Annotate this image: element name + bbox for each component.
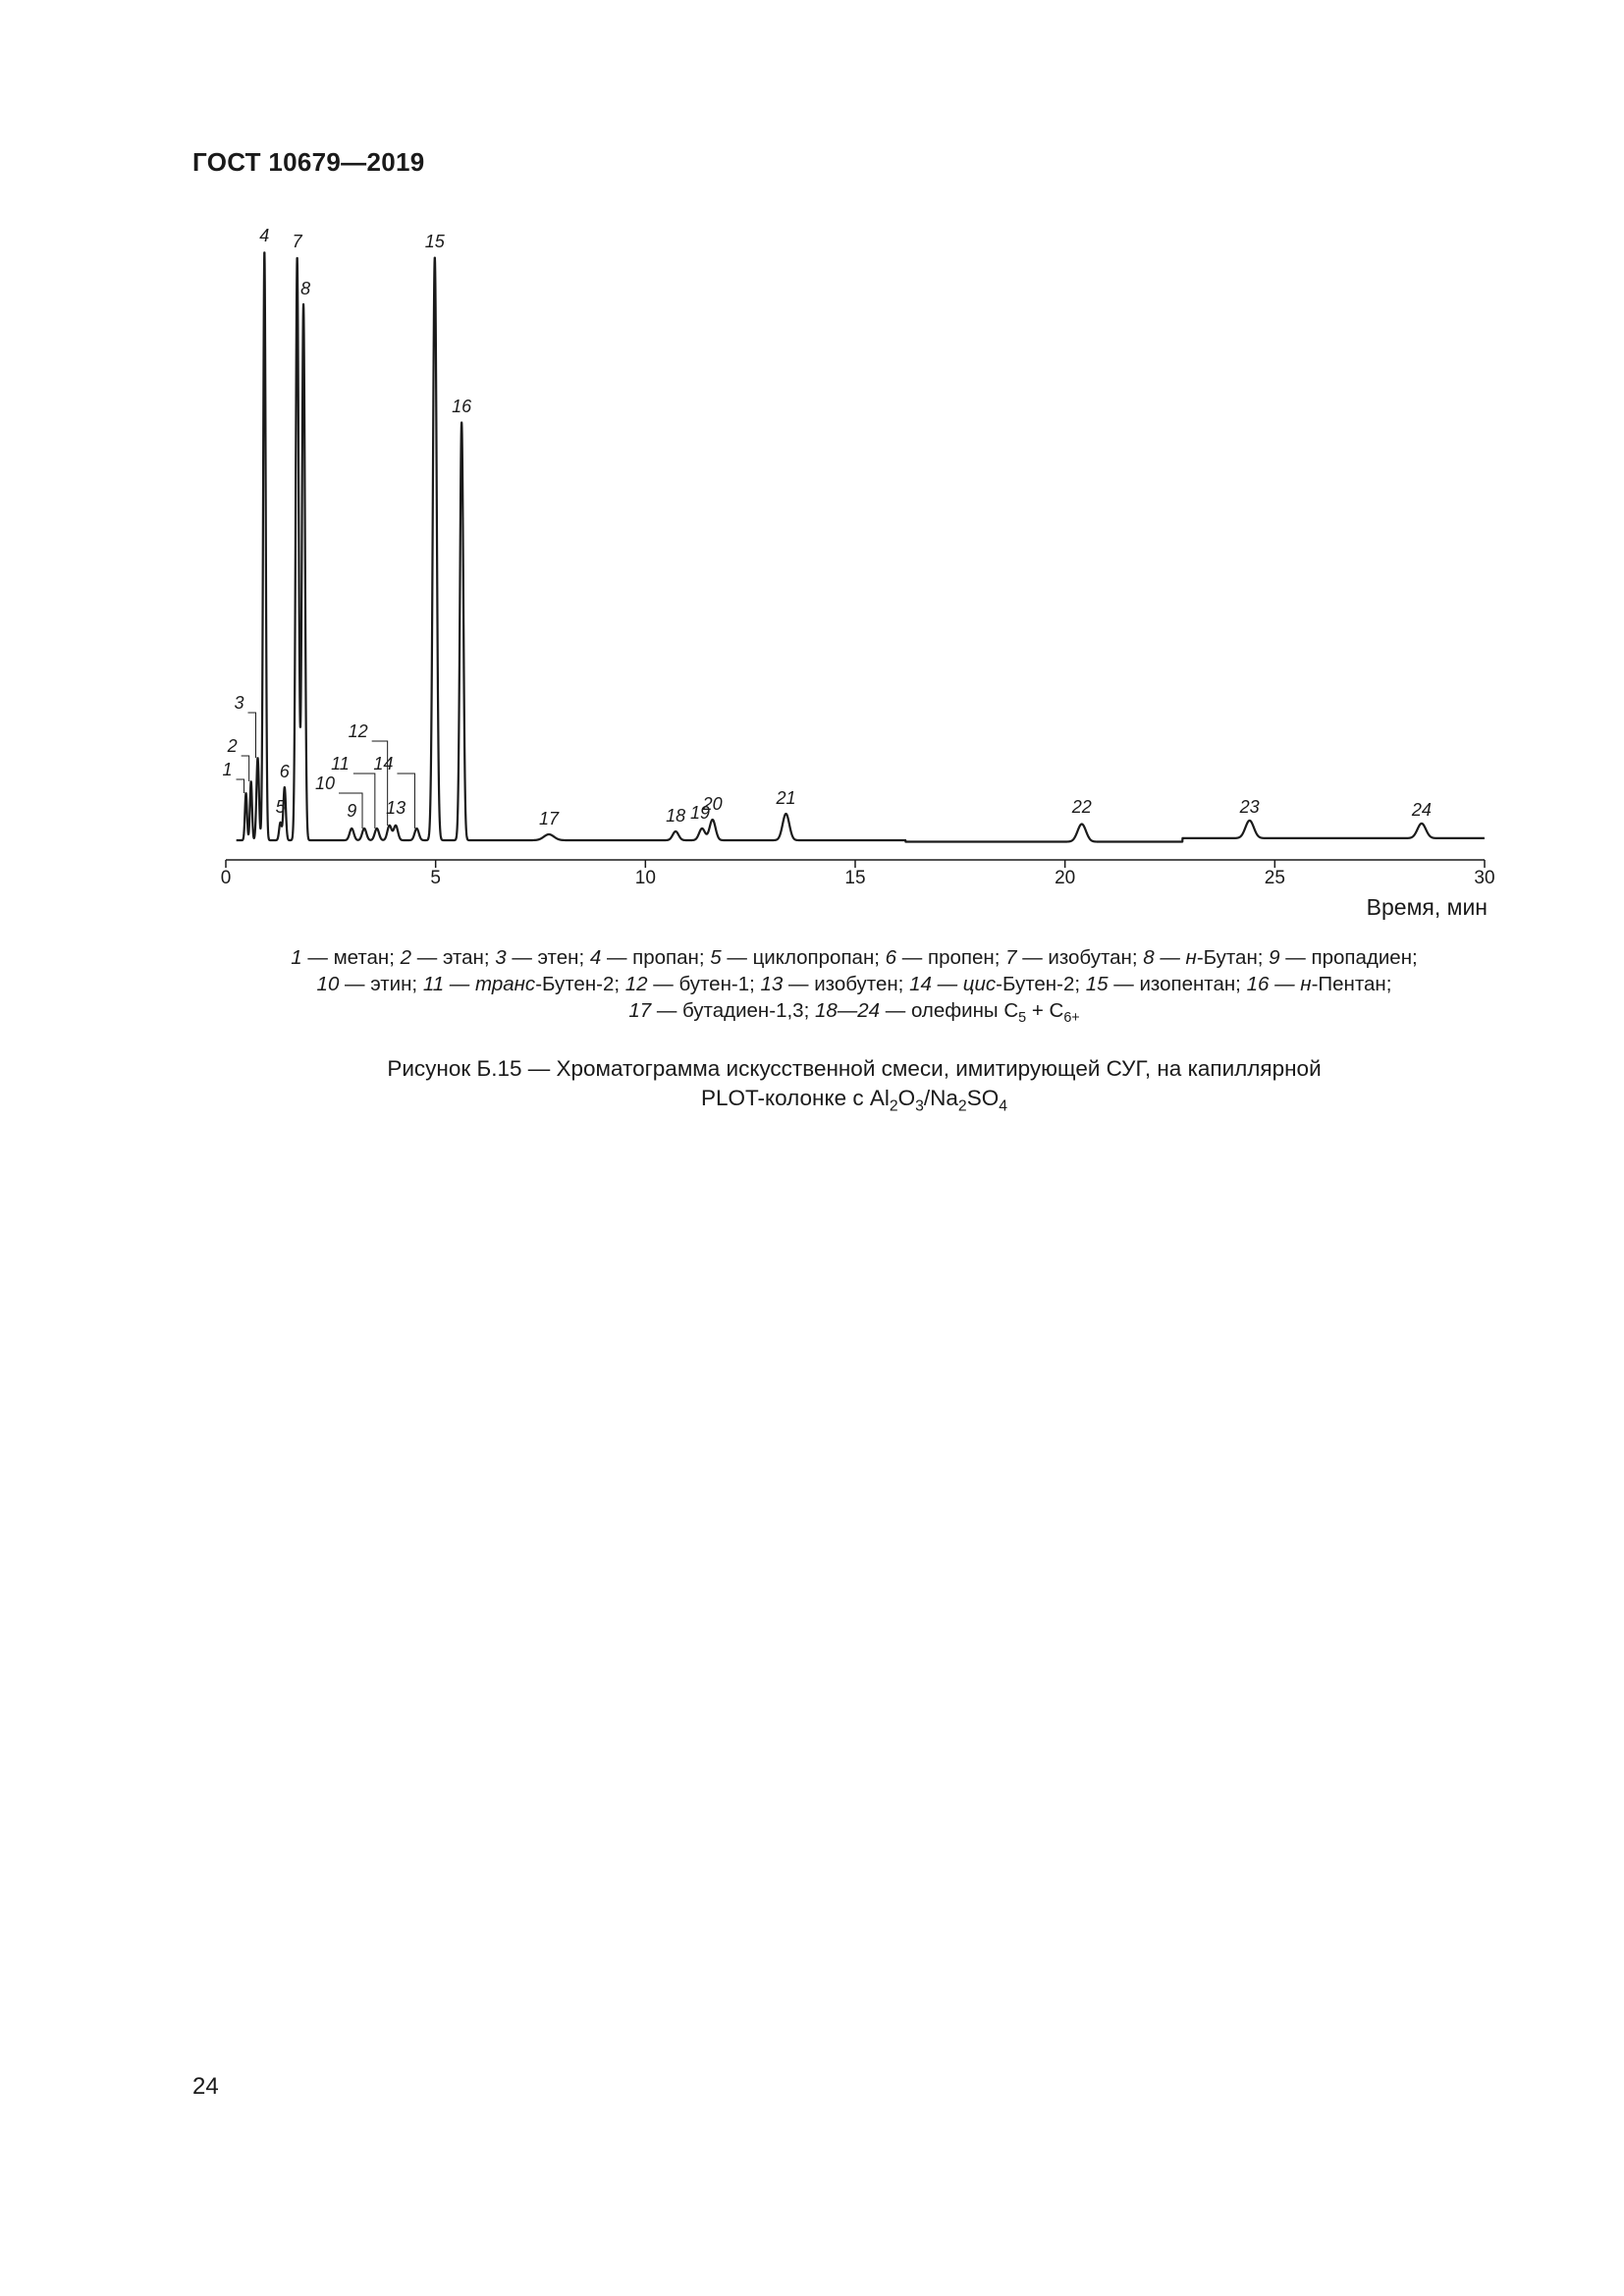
peak-label-3: 3 bbox=[234, 693, 244, 713]
leader-line-1 bbox=[237, 779, 244, 793]
peak-label-16: 16 bbox=[452, 397, 472, 416]
legend-text: + C bbox=[1026, 999, 1064, 1022]
peak-label-7: 7 bbox=[292, 232, 302, 251]
x-tick-label: 5 bbox=[430, 868, 441, 888]
x-tick-label: 25 bbox=[1264, 868, 1285, 888]
peak-label-21: 21 bbox=[776, 788, 796, 808]
peak-label-12: 12 bbox=[348, 721, 368, 741]
x-tick-label: 15 bbox=[844, 868, 866, 888]
peak-label-23: 23 bbox=[1239, 797, 1260, 817]
legend-text: -Бутен-2; bbox=[996, 973, 1086, 995]
legend-text: — изобутен; bbox=[783, 973, 910, 995]
peak-label-20: 20 bbox=[702, 794, 723, 814]
legend-text: — изопентан; bbox=[1108, 973, 1247, 995]
legend-number: 2 bbox=[400, 946, 412, 969]
legend-number: 5 bbox=[710, 946, 722, 969]
peak-label-8: 8 bbox=[300, 279, 311, 298]
legend-text: -Бутен-2; bbox=[535, 973, 625, 995]
x-tick-label: 30 bbox=[1474, 868, 1495, 888]
legend-number: 18—24 bbox=[814, 999, 881, 1022]
x-tick-label: 20 bbox=[1055, 868, 1076, 888]
peak-label-11: 11 bbox=[331, 754, 350, 774]
chromatogram-trace bbox=[237, 252, 1485, 841]
legend-text: -Пентан; bbox=[1311, 973, 1392, 995]
legend-subscript: 6+ bbox=[1063, 1010, 1080, 1027]
peak-label-13: 13 bbox=[386, 798, 406, 818]
legend-text: — пропадиен; bbox=[1279, 946, 1418, 969]
peak-labels bbox=[222, 226, 1431, 828]
legend-number: 17 bbox=[628, 999, 652, 1022]
legend-text: — изобутан; bbox=[1016, 946, 1144, 969]
legend-number: 14 — цис bbox=[909, 973, 997, 995]
x-axis-tick-labels bbox=[221, 868, 1495, 888]
legend-text: — бутадиен-1,3; bbox=[651, 999, 815, 1022]
peak-label-6: 6 bbox=[279, 762, 290, 781]
peak-label-1: 1 bbox=[222, 760, 233, 779]
legend-number: 11 — транс bbox=[422, 973, 536, 995]
legend-number: 8 — н bbox=[1143, 946, 1197, 969]
legend-number: 9 bbox=[1269, 946, 1280, 969]
chromatogram-chart bbox=[0, 0, 1624, 942]
legend-lines bbox=[157, 944, 1551, 1027]
legend-number: 16 — н bbox=[1246, 973, 1312, 995]
peak-label-22: 22 bbox=[1071, 797, 1092, 817]
legend-number: 7 bbox=[1005, 946, 1017, 969]
legend-text: — циклопропан; bbox=[721, 946, 886, 969]
caption-line-2: PLOT-колонке с $Al_2O_3/Na_2SO_4$ bbox=[701, 1086, 1007, 1115]
peak-label-18: 18 bbox=[666, 806, 686, 826]
x-tick-label: 10 bbox=[634, 868, 656, 888]
legend-number: 13 bbox=[760, 973, 784, 995]
peak-label-15: 15 bbox=[424, 232, 445, 251]
legend-text: — этин; bbox=[339, 973, 423, 995]
legend-text: — олефины C bbox=[880, 999, 1019, 1022]
peak-label-9: 9 bbox=[347, 801, 357, 821]
legend-number: 1 bbox=[291, 946, 302, 969]
legend-text: — этен; bbox=[506, 946, 590, 969]
leader-line-3 bbox=[247, 713, 255, 758]
peak-label-2: 2 bbox=[227, 736, 238, 756]
figure-caption bbox=[147, 1054, 1561, 1113]
legend-number: 6 bbox=[885, 946, 897, 969]
peak-label-10: 10 bbox=[314, 774, 335, 793]
peak-label-17: 17 bbox=[538, 809, 560, 828]
peak-label-14: 14 bbox=[373, 754, 394, 774]
legend-number: 15 bbox=[1085, 973, 1109, 995]
legend-number: 10 bbox=[316, 973, 340, 995]
leader-line-2 bbox=[242, 756, 249, 781]
legend-text: — пропен; bbox=[896, 946, 1006, 969]
document-header: ГОСТ 10679—2019 bbox=[192, 147, 425, 177]
peak-label-19: 19 bbox=[689, 803, 711, 823]
x-axis-label: Время, мин bbox=[1366, 894, 1488, 920]
legend-text: — метан; bbox=[301, 946, 401, 969]
legend-text: -Бутан; bbox=[1196, 946, 1270, 969]
legend-line-1 bbox=[157, 944, 1551, 971]
peak-label-24: 24 bbox=[1411, 800, 1432, 820]
legend-text: — этан; bbox=[411, 946, 496, 969]
legend-number: 4 bbox=[589, 946, 602, 969]
legend-number: 3 bbox=[495, 946, 507, 969]
page-number: 24 bbox=[192, 2073, 219, 2100]
x-axis-ticks bbox=[226, 860, 1485, 868]
x-tick-label: 0 bbox=[220, 868, 232, 888]
legend-line-2 bbox=[157, 971, 1551, 997]
legend-text: — бутен-1; bbox=[647, 973, 761, 995]
peak-label-5: 5 bbox=[275, 797, 286, 817]
caption-line-1: Рисунок Б.15 — Хроматограмма искусственной смеси, имитирующей СУГ, на капиллярной bbox=[387, 1056, 1322, 1081]
peak-label-4: 4 bbox=[259, 226, 270, 245]
legend-number: 12 bbox=[624, 973, 648, 995]
legend-text: — пропан; bbox=[601, 946, 711, 969]
figure-legend bbox=[157, 944, 1551, 1027]
legend-subscript: 5 bbox=[1018, 1010, 1027, 1027]
legend-line-3 bbox=[157, 997, 1551, 1027]
